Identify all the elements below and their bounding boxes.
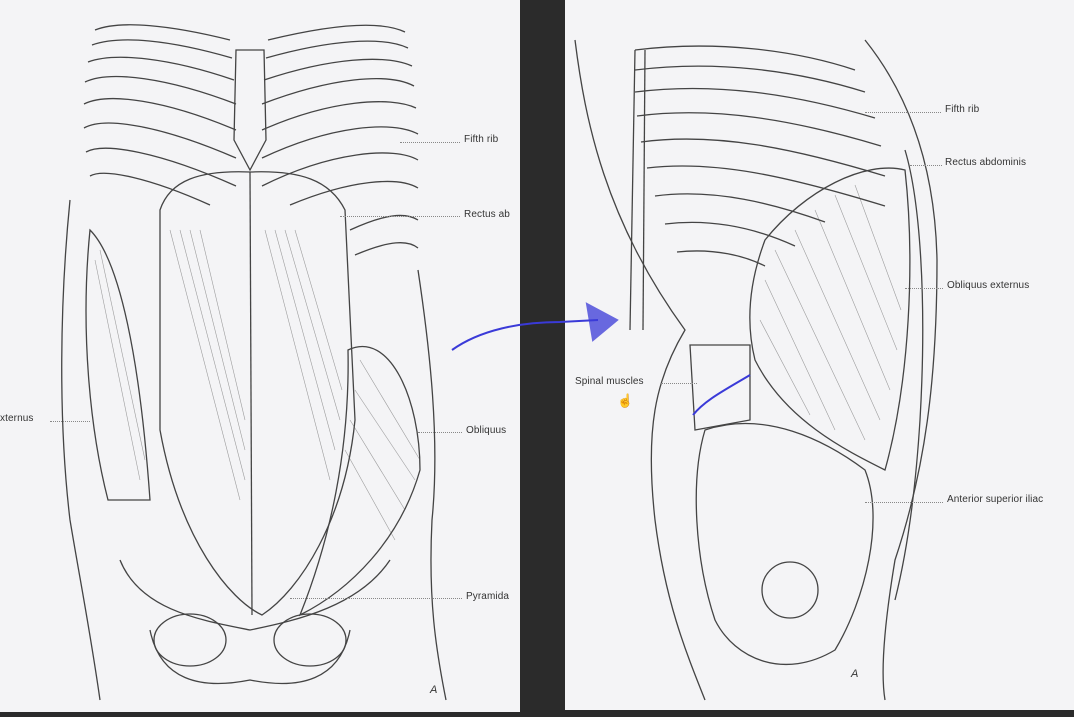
label-externus-anterior: xternus bbox=[0, 413, 34, 424]
label-obliquus-anterior: Obliquus bbox=[466, 425, 507, 436]
anterior-torso-drawing bbox=[0, 0, 520, 712]
label-rectus-abdominis-lateral: Rectus abdominis bbox=[945, 157, 1027, 168]
linea-alba bbox=[250, 172, 252, 615]
label-fifth-rib-anterior: Fifth rib bbox=[464, 134, 499, 145]
leader-rectus-anterior bbox=[340, 216, 460, 217]
pelvic-rim bbox=[120, 560, 390, 630]
leader-obliquus-externus-lateral bbox=[905, 288, 943, 289]
panel-divider bbox=[520, 0, 565, 717]
rectus-sheath bbox=[160, 172, 355, 615]
left-external-oblique bbox=[86, 230, 150, 500]
pelvic-base bbox=[150, 630, 350, 683]
ink-annotation bbox=[587, 304, 750, 415]
leader-anterior-superior-iliac-lateral bbox=[865, 502, 943, 503]
right-body-outline bbox=[418, 270, 446, 700]
ink-mark-spinal bbox=[693, 375, 750, 415]
label-anterior-superior-iliac-lateral: Anterior superior iliac bbox=[947, 494, 1044, 505]
lateral-torso-drawing bbox=[565, 0, 1074, 710]
right-pelvic-opening bbox=[274, 614, 346, 666]
lateral-external-oblique bbox=[750, 168, 910, 470]
leader-fifth-rib-anterior bbox=[400, 142, 460, 143]
rectus-hatching bbox=[95, 230, 420, 540]
lateral-pelvis bbox=[696, 424, 873, 665]
label-pyramidalis-anterior: Pyramida bbox=[466, 591, 510, 602]
artist-signature-anterior: A bbox=[430, 684, 438, 696]
anterior-view-panel bbox=[0, 0, 520, 712]
leader-obliquus-anterior bbox=[418, 432, 462, 433]
label-fifth-rib-lateral: Fifth rib bbox=[945, 104, 980, 115]
leader-rectus-abdominis-lateral bbox=[910, 165, 942, 166]
leader-fifth-rib-lateral bbox=[865, 112, 941, 113]
leader-externus-anterior bbox=[50, 421, 90, 422]
artist-signature-lateral: A bbox=[851, 668, 859, 680]
label-spinal-muscles-lateral: Spinal muscles bbox=[575, 376, 644, 387]
hand-cursor-icon[interactable]: ☝ bbox=[617, 393, 634, 408]
lateral-rib-cage bbox=[635, 46, 885, 266]
leader-spinal-muscles-lateral bbox=[661, 383, 697, 384]
spinal-muscles-block bbox=[690, 345, 750, 430]
left-pelvic-opening bbox=[154, 614, 226, 666]
label-obliquus-externus-lateral: Obliquus externus bbox=[947, 280, 1030, 291]
rib-cage bbox=[84, 25, 418, 255]
ink-arrowhead bbox=[587, 304, 617, 340]
leader-pyramidalis-anterior bbox=[290, 598, 462, 599]
acetabulum bbox=[762, 562, 818, 618]
lateral-oblique-hatching bbox=[760, 185, 901, 440]
front-outline bbox=[865, 40, 937, 700]
sternum bbox=[234, 50, 266, 170]
label-rectus-anterior: Rectus ab bbox=[464, 209, 510, 220]
lateral-view-panel bbox=[565, 0, 1074, 710]
left-body-outline bbox=[62, 200, 100, 700]
